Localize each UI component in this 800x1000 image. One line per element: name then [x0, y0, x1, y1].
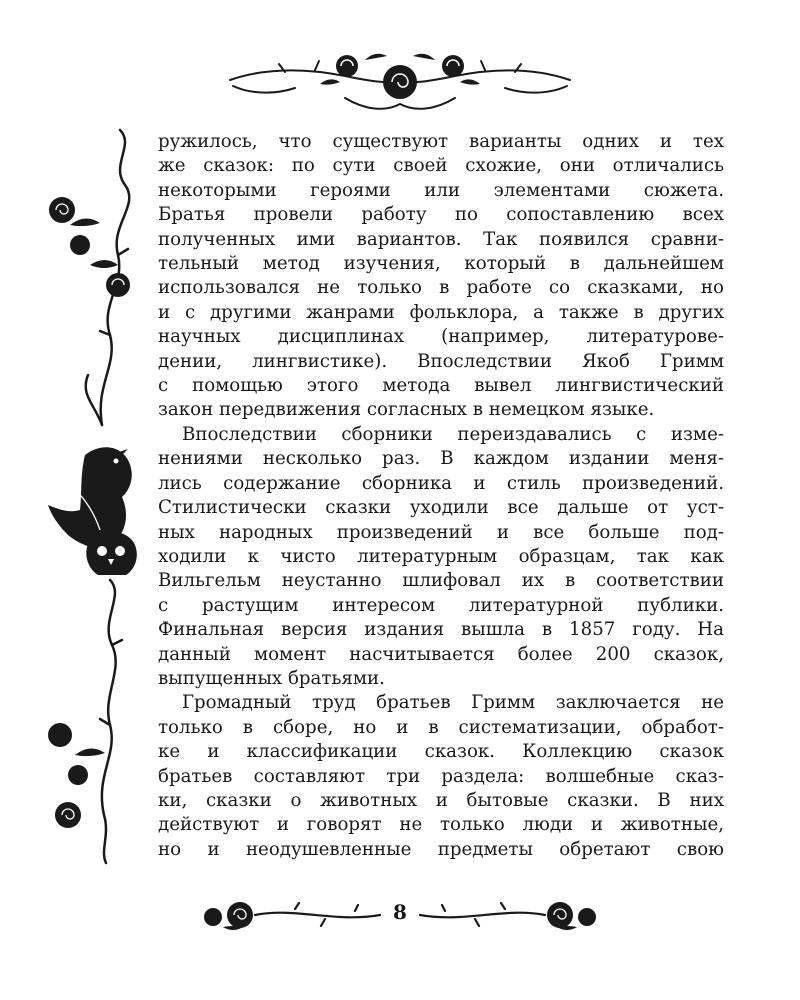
paragraph-1 [158, 130, 724, 423]
text-line: Финальная версия издания вышла в 1857 году. На [158, 619, 724, 641]
text-line: только в сборе, но и в систематизации, обработ- [158, 716, 724, 738]
text-line: использовался не только в работе со сказками, но [158, 277, 724, 299]
text-line: нениями несколько раз. В каждом издании меня- [158, 448, 724, 470]
text-line: закон передвижения согласных в немецком языке. [158, 399, 655, 421]
text-line: тельный метод изучения, который в дальнейшем [158, 253, 724, 275]
text-line: действуют и говорят не только люди и животные, [158, 814, 724, 836]
text-line: Вильгельм неустанно шлифовал их в соответствии [158, 570, 724, 592]
text-line: дении, лингвистике). Впоследствии Якоб Гримм [158, 350, 724, 372]
page-number: 8 [389, 900, 411, 924]
text-line: некоторыми героями или элементами сюжета. [158, 179, 724, 201]
text-line: лись содержание сборника и стиль произведений. [158, 472, 724, 494]
text-line: но и неодушевленные предметы обретают свою [158, 838, 724, 860]
text-line: с помощью этого метода вывел лингвистический [158, 375, 724, 397]
text-line: полученных ими вариантов. Так появился сравни- [158, 228, 724, 250]
text-line: ных народных произведений и все больше под- [158, 521, 724, 543]
text-line: же сказок: по сути своей схожие, они отличались [158, 155, 724, 177]
text-line: данный момент насчитывается более 200 сказок, [158, 643, 724, 665]
text-line: Братья провели работу по сопоставлению всех [158, 204, 724, 226]
text-line: ружилось, что существуют варианты одних и тех [158, 131, 724, 152]
sidebar-raven-roses-ornament-icon [40, 125, 150, 865]
text-line: выпущенных братьями. [158, 667, 385, 689]
text-line: с растущим интересом литературной публики. [158, 594, 724, 616]
text-line: и с другими жанрами фольклора, а также в других [158, 301, 724, 323]
text-line: ке и классификации сказок. Коллекцию сказок [158, 741, 724, 763]
body-text [158, 130, 724, 862]
text-line: Стилистически сказки уходили все дальше от уст- [158, 497, 724, 519]
text-line: Впоследствии сборники переиздавались с изме- [182, 423, 724, 445]
text-line: Громадный труд братьев Гримм заключается не [182, 692, 724, 714]
text-line: научных дисциплинах (например, литературове- [158, 326, 724, 348]
header-rose-ornament-icon [225, 38, 575, 118]
text-line: ки, сказки о животных и бытовые сказки. В них [158, 789, 724, 811]
text-line: ходили к чисто литературным образцам, так как [158, 545, 724, 567]
paragraph-3 [158, 691, 724, 862]
paragraph-2 [158, 423, 724, 691]
text-line: братьев составляют три раздела: волшебные сказ- [158, 765, 724, 787]
